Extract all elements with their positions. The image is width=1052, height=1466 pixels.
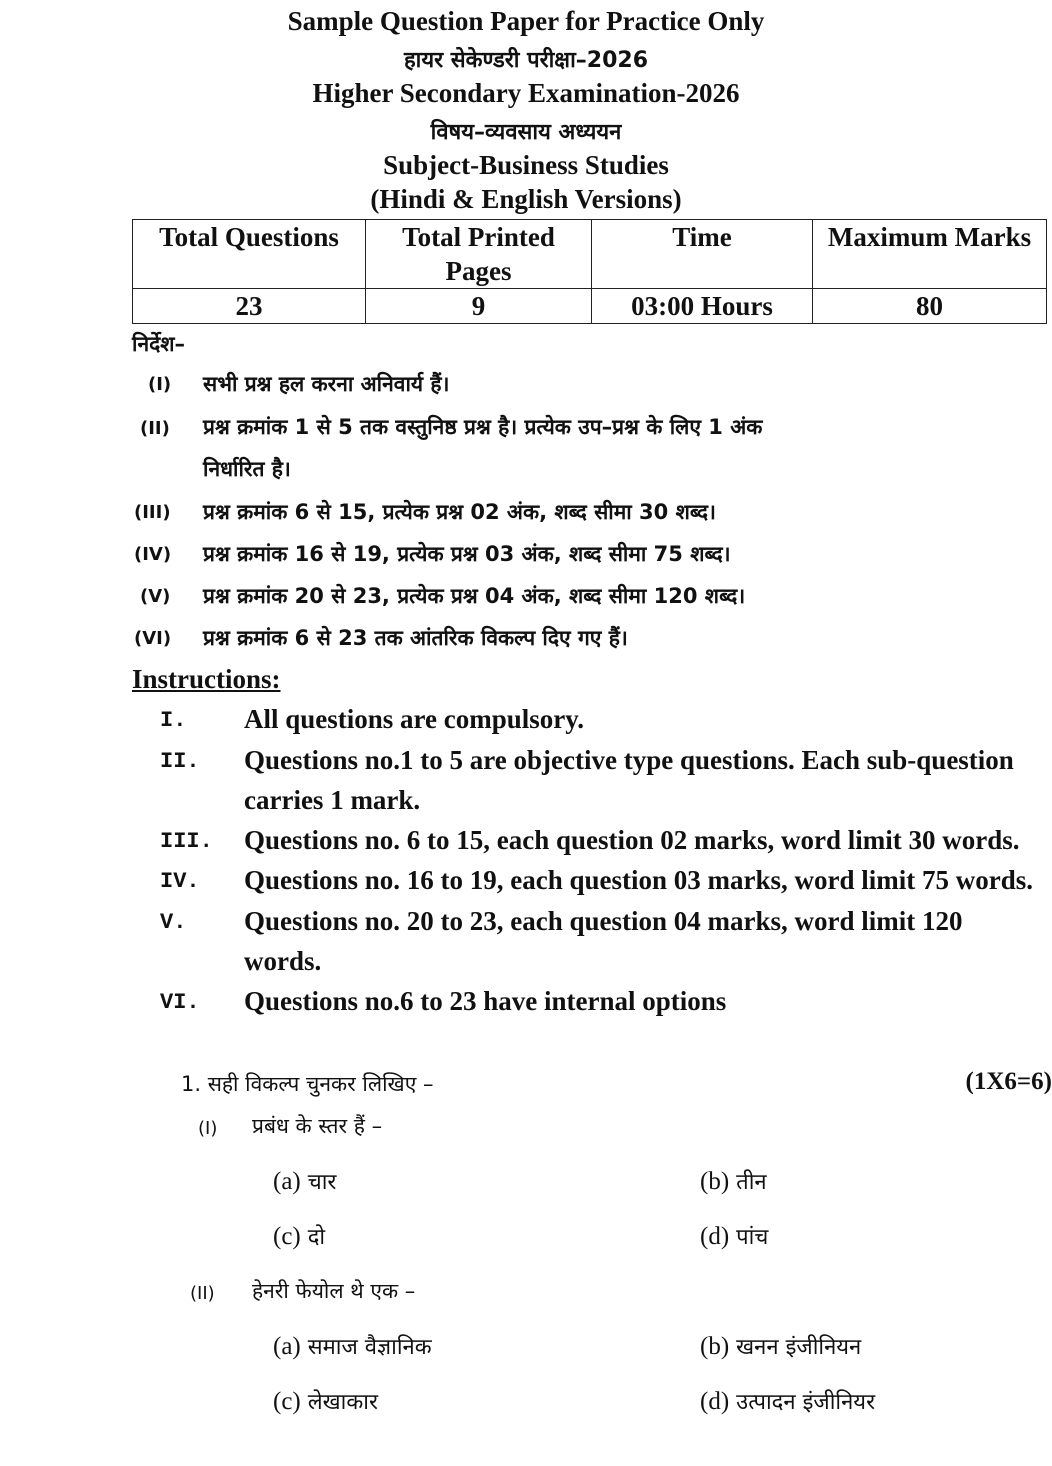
- value-time: 03:00 Hours: [592, 289, 813, 324]
- hindi-item-number: (II): [140, 418, 170, 439]
- instruction-item: Questions no. 20 to 23, each question 04 marks, word limit 120: [244, 906, 963, 936]
- hindi-instruction-item: प्रश्न क्रमांक 20 से 23, प्रत्येक प्रश्न 04 अंक, शब्द सीमा 120 शब्द।: [203, 584, 746, 608]
- instruction-number: VI.: [160, 990, 200, 1015]
- instruction-item: Questions no. 16 to 19, each question 03 marks, word limit 75 words.: [244, 865, 1034, 895]
- header-total-pages: Total Printed Pages: [366, 220, 592, 289]
- header-time: Time: [592, 220, 813, 289]
- paper-title: Sample Question Paper for Practice Only: [287, 6, 765, 36]
- exam-title: Higher Secondary Examination-2026: [312, 78, 740, 108]
- hindi-instruction-item-continued: निर्धारित है।: [203, 457, 291, 481]
- instruction-number: I.: [160, 708, 187, 733]
- hindi-instruction-item: प्रश्न क्रमांक 16 से 19, प्रत्येक प्रश्न 03 अंक, शब्द सीमा 75 शब्द।: [203, 542, 731, 566]
- subject-title: Subject-Business Studies: [383, 150, 669, 180]
- hindi-item-number: (III): [134, 502, 171, 523]
- value-maximum-marks: 80: [813, 289, 1047, 324]
- instruction-number: IV.: [160, 869, 200, 894]
- hindi-instruction-item: प्रश्न क्रमांक 6 से 15, प्रत्येक प्रश्न 02 अंक, शब्द सीमा 30 शब्द।: [203, 500, 716, 524]
- instruction-item: Questions no.1 to 5 are objective type questions. Each sub-question: [244, 745, 1014, 775]
- option-a: (a) चार: [273, 1168, 337, 1195]
- value-total-pages: 9: [366, 289, 592, 324]
- header-maximum-marks: Maximum Marks: [813, 220, 1047, 289]
- instruction-number: III.: [160, 829, 213, 854]
- option-c: (c) दो: [273, 1223, 326, 1250]
- sub-question-1: प्रबंध के स्तर हैं –: [252, 1114, 383, 1138]
- hindi-instruction-item: प्रश्न क्रमांक 1 से 5 तक वस्तुनिष्ठ प्रश्न है। प्रत्येक उप–प्रश्न के लिए 1 अंक: [203, 415, 763, 439]
- value-total-questions: 23: [133, 289, 366, 324]
- instruction-number: II.: [160, 749, 200, 774]
- hindi-item-number: (IV): [134, 544, 172, 565]
- option-b: (b) तीन: [700, 1168, 767, 1195]
- question-1: 1. सही विकल्प चुनकर लिखिए –: [181, 1072, 434, 1096]
- sub-question-number: (II): [190, 1283, 215, 1304]
- option-a: (a) समाज वैज्ञानिक: [273, 1333, 432, 1360]
- sub-question-2: हेनरी फेयोल थे एक –: [252, 1279, 416, 1303]
- instruction-item: Questions no. 6 to 15, each question 02 marks, word limit 30 words.: [244, 825, 1020, 855]
- versions-note: (Hindi & English Versions): [370, 184, 682, 214]
- header-total-questions: Total Questions: [133, 220, 366, 289]
- instruction-item-continued: carries 1 mark.: [244, 785, 421, 815]
- hindi-item-number: (V): [140, 586, 171, 607]
- hindi-instruction-item: सभी प्रश्न हल करना अनिवार्य हैं।: [203, 372, 450, 396]
- hindi-item-number: (VI): [134, 628, 172, 649]
- sub-question-number: (I): [198, 1118, 218, 1139]
- instruction-item: Questions no.6 to 23 have internal options: [244, 986, 727, 1016]
- option-b: (b) खनन इंजीनियन: [700, 1333, 862, 1360]
- question-1-marks: (1X6=6): [965, 1068, 1052, 1095]
- exam-title-hindi: हायर सेकेण्डरी परीक्षा–2026: [403, 48, 649, 73]
- instructions-heading: Instructions:: [132, 664, 281, 694]
- instructions-heading-hindi: निर्देश–: [132, 332, 186, 356]
- instruction-number: V.: [160, 910, 187, 935]
- option-d: (d) उत्पादन इंजीनियर: [700, 1388, 876, 1415]
- subject-hindi: विषय–व्यवसाय अध्ययन: [430, 120, 622, 145]
- hindi-instruction-item: प्रश्न क्रमांक 6 से 23 तक आंतरिक विकल्प दिए गए हैं।: [203, 626, 628, 650]
- option-c: (c) लेखाकार: [273, 1388, 378, 1415]
- exam-info-table: [132, 219, 1047, 324]
- instruction-item-continued: words.: [244, 946, 322, 976]
- instruction-item: All questions are compulsory.: [244, 704, 585, 734]
- option-d: (d) पांच: [700, 1223, 769, 1250]
- hindi-item-number: (I): [148, 374, 172, 395]
